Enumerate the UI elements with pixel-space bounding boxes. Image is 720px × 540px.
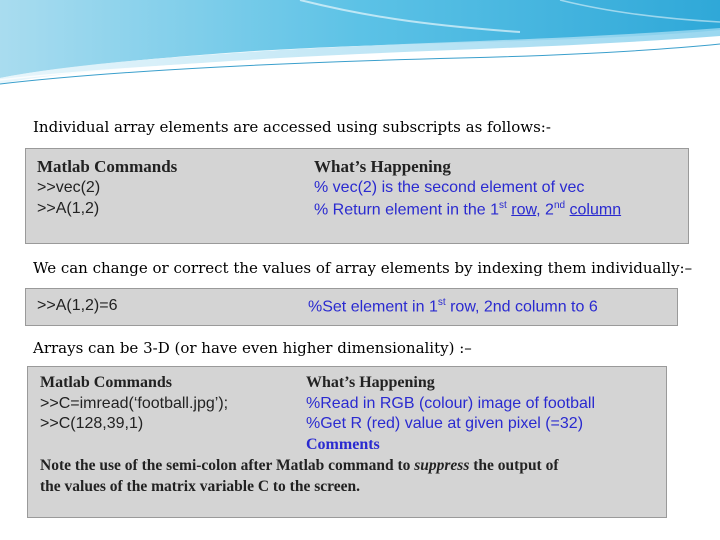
- commands-table-3d: [27, 366, 667, 518]
- desc-a12: % Return element in the 1st row, 2nd column: [314, 200, 622, 219]
- intro-text-3d-arrays: Arrays can be 3-D (or have even higher dimensionality) :–: [33, 339, 472, 357]
- commands-table-subscripts: [25, 148, 689, 244]
- desc-pixel: %Get R (red) value at given pixel (=32): [306, 415, 584, 432]
- command-pixel: >>C(128,39,1): [40, 415, 144, 432]
- desc-vec: % vec(2) is the second element of vec: [314, 179, 585, 196]
- command-a12: >>A(1,2): [37, 200, 100, 217]
- command-vec: >>vec(2): [37, 179, 101, 196]
- header-whats-happening: What’s Happening: [306, 374, 435, 391]
- note-line-2: the values of the matrix variable C to the screen.: [40, 478, 360, 495]
- intro-text-subscripts: Individual array elements are accessed using subscripts as follows:-: [33, 118, 551, 136]
- command-assign: >>A(1,2)=6: [37, 297, 118, 314]
- header-wave-banner: [0, 0, 720, 90]
- comments-label: Comments: [306, 436, 380, 453]
- desc-imread: %Read in RGB (colour) image of football: [306, 395, 596, 412]
- note-line-1: Note the use of the semi-colon after Matlab command to suppress the output of: [40, 457, 559, 474]
- command-imread: >>C=imread(‘football.jpg’);: [40, 395, 229, 412]
- header-whats-happening: What’s Happening: [314, 157, 451, 176]
- header-matlab-commands: Matlab Commands: [37, 157, 178, 176]
- header-matlab-commands: Matlab Commands: [40, 374, 173, 391]
- intro-text-change-values: We can change or correct the values of array elements by indexing them individually:–: [33, 259, 693, 277]
- commands-table-assign: [25, 288, 678, 326]
- desc-assign: %Set element in 1st row, 2nd column to 6: [308, 297, 598, 316]
